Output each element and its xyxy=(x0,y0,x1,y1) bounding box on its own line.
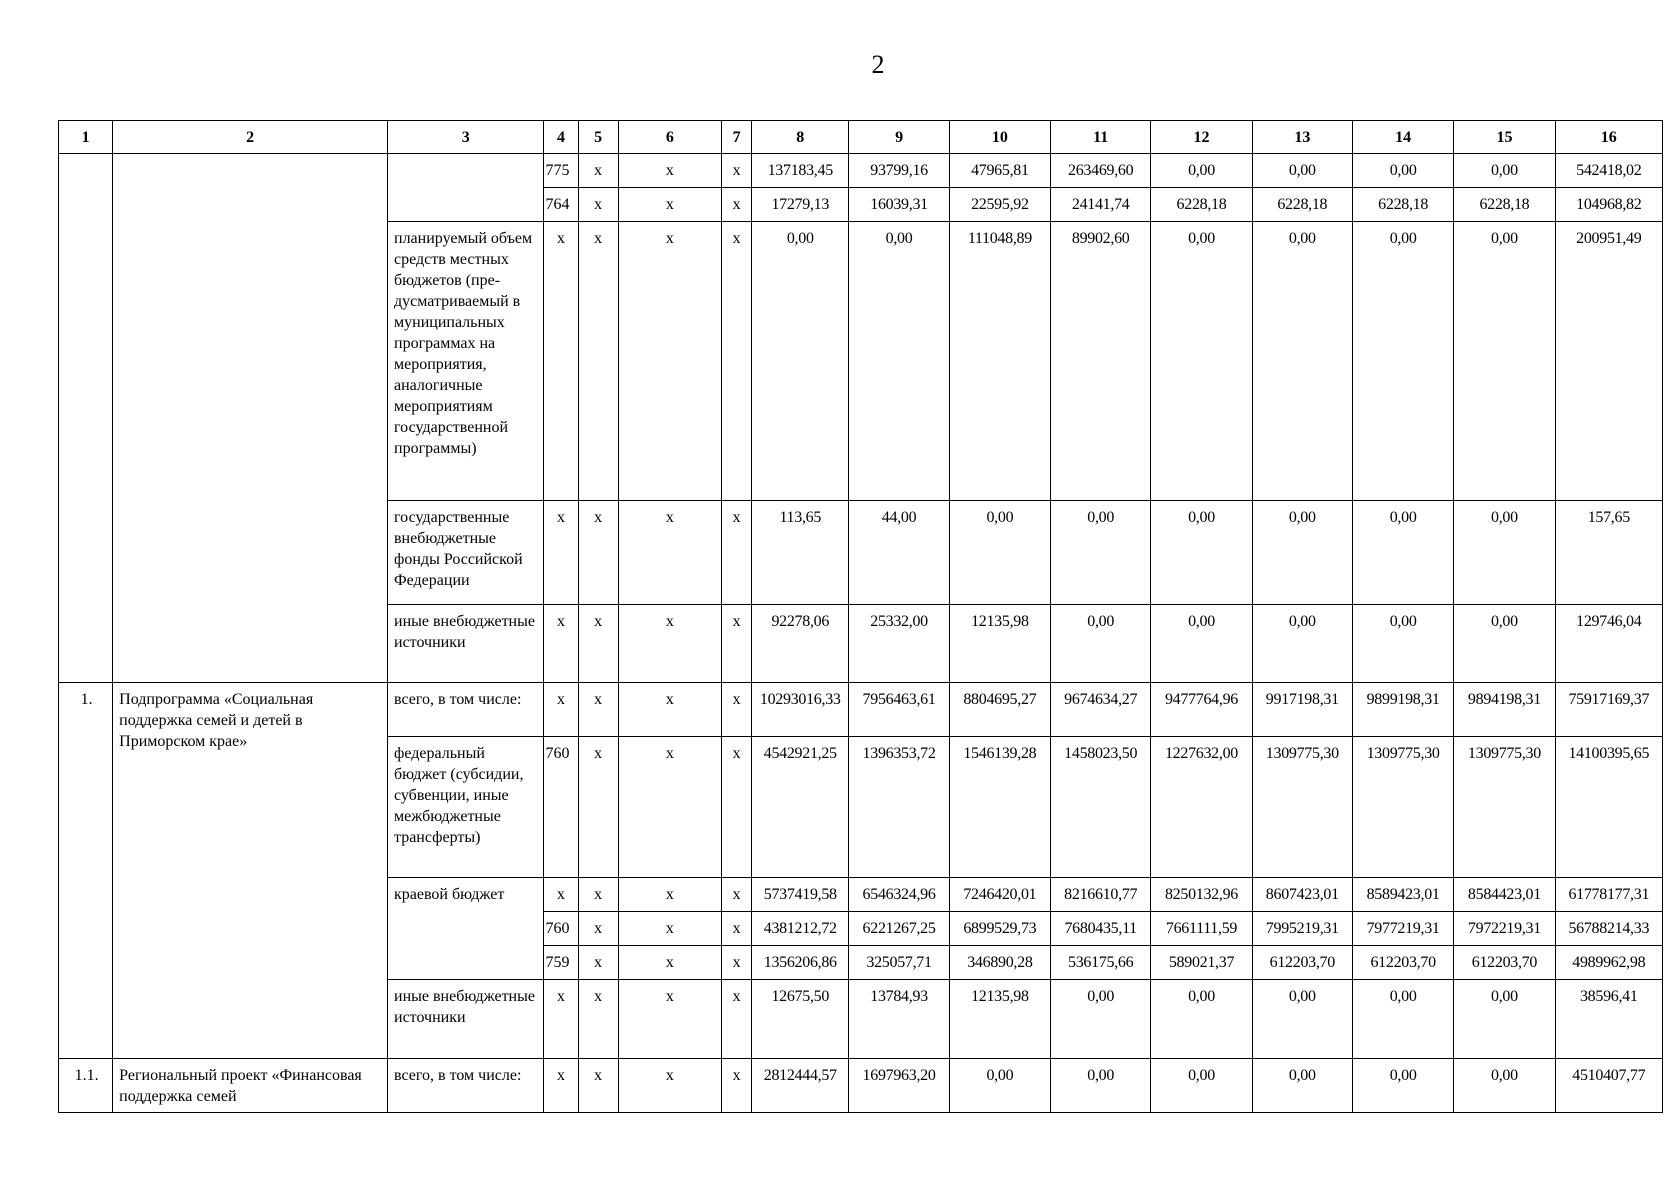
program-name-cell: Подпрограмма «Социальная поддержка семей и детей в Приморском крае» xyxy=(113,683,388,1059)
row-number-cell xyxy=(59,154,113,683)
x-cell: x xyxy=(618,222,721,501)
x-cell: x xyxy=(544,1059,578,1113)
value-cell: 104968,82 xyxy=(1555,188,1662,222)
header-row xyxy=(59,121,1663,154)
header-cell: 12 xyxy=(1151,121,1252,154)
value-cell: 0,00 xyxy=(1151,154,1252,188)
x-cell: x xyxy=(578,154,618,188)
value-cell: 93799,16 xyxy=(849,154,949,188)
header-cell: 4 xyxy=(544,121,578,154)
value-cell: 9917198,31 xyxy=(1252,683,1352,737)
value-cell: 47965,81 xyxy=(949,154,1050,188)
value-cell: 542418,02 xyxy=(1555,154,1662,188)
value-cell: 1309775,30 xyxy=(1454,737,1555,878)
value-cell: 0,00 xyxy=(1454,980,1555,1059)
value-cell: 2812444,57 xyxy=(752,1059,849,1113)
value-cell: 0,00 xyxy=(1252,980,1352,1059)
x-cell: x xyxy=(618,737,721,878)
value-cell: 7956463,61 xyxy=(849,683,949,737)
value-cell: 129746,04 xyxy=(1555,605,1662,683)
code-cell: 760 xyxy=(544,912,578,946)
header-cell: 5 xyxy=(578,121,618,154)
value-cell: 0,00 xyxy=(1252,222,1352,501)
source-cell: иные внебюджетные источники xyxy=(388,605,544,683)
value-cell: 7977219,31 xyxy=(1352,912,1453,946)
value-cell: 0,00 xyxy=(1151,605,1252,683)
row-number-cell: 1. xyxy=(59,683,113,1059)
header-cell: 7 xyxy=(722,121,752,154)
value-cell: 1697963,20 xyxy=(849,1059,949,1113)
program-name-cell xyxy=(113,154,388,683)
x-cell: x xyxy=(544,878,578,912)
x-cell: x xyxy=(578,878,618,912)
source-cell xyxy=(388,154,544,222)
x-cell: x xyxy=(722,737,752,878)
value-cell: 6228,18 xyxy=(1352,188,1453,222)
x-cell: x xyxy=(578,1059,618,1113)
value-cell: 1309775,30 xyxy=(1252,737,1352,878)
value-cell: 0,00 xyxy=(752,222,849,501)
header-cell: 8 xyxy=(752,121,849,154)
x-cell: x xyxy=(722,188,752,222)
value-cell: 6228,18 xyxy=(1252,188,1352,222)
x-cell: x xyxy=(544,605,578,683)
source-cell: всего, в том числе: xyxy=(388,683,544,737)
header-cell: 13 xyxy=(1252,121,1352,154)
x-cell: x xyxy=(618,878,721,912)
x-cell: x xyxy=(618,683,721,737)
source-cell: иные внебюджетные источники xyxy=(388,980,544,1059)
value-cell: 0,00 xyxy=(1352,154,1453,188)
value-cell: 44,00 xyxy=(849,501,949,605)
value-cell: 9477764,96 xyxy=(1151,683,1252,737)
x-cell: x xyxy=(722,501,752,605)
value-cell: 61778177,31 xyxy=(1555,878,1662,912)
value-cell: 612203,70 xyxy=(1352,946,1453,980)
value-cell: 5737419,58 xyxy=(752,878,849,912)
value-cell: 0,00 xyxy=(1151,1059,1252,1113)
x-cell: x xyxy=(544,980,578,1059)
value-cell: 0,00 xyxy=(1454,1059,1555,1113)
value-cell: 89902,60 xyxy=(1051,222,1151,501)
value-cell: 0,00 xyxy=(849,222,949,501)
value-cell: 612203,70 xyxy=(1252,946,1352,980)
value-cell: 0,00 xyxy=(1454,154,1555,188)
value-cell: 6546324,96 xyxy=(849,878,949,912)
value-cell: 325057,71 xyxy=(849,946,949,980)
source-cell: федеральный бюджет (субсидии, субвенции, иные межбюджетные трансферты) xyxy=(388,737,544,878)
header-cell: 2 xyxy=(113,121,388,154)
value-cell: 7246420,01 xyxy=(949,878,1050,912)
value-cell: 0,00 xyxy=(1454,501,1555,605)
x-cell: x xyxy=(722,605,752,683)
value-cell: 25332,00 xyxy=(849,605,949,683)
x-cell: x xyxy=(578,188,618,222)
header-cell: 10 xyxy=(949,121,1050,154)
value-cell: 589021,37 xyxy=(1151,946,1252,980)
value-cell: 0,00 xyxy=(1352,605,1453,683)
value-cell: 92278,06 xyxy=(752,605,849,683)
value-cell: 1227632,00 xyxy=(1151,737,1252,878)
x-cell: x xyxy=(722,222,752,501)
table-row xyxy=(59,683,1663,737)
x-cell: x xyxy=(722,912,752,946)
value-cell: 1396353,72 xyxy=(849,737,949,878)
x-cell: x xyxy=(578,222,618,501)
value-cell: 6228,18 xyxy=(1151,188,1252,222)
value-cell: 56788214,33 xyxy=(1555,912,1662,946)
value-cell: 0,00 xyxy=(1051,605,1151,683)
header-cell: 11 xyxy=(1051,121,1151,154)
value-cell: 16039,31 xyxy=(849,188,949,222)
value-cell: 1458023,50 xyxy=(1051,737,1151,878)
x-cell: x xyxy=(722,878,752,912)
value-cell: 4381212,72 xyxy=(752,912,849,946)
value-cell: 7972219,31 xyxy=(1454,912,1555,946)
value-cell: 7680435,11 xyxy=(1051,912,1151,946)
value-cell: 6221267,25 xyxy=(849,912,949,946)
code-cell: 775 xyxy=(544,154,578,188)
value-cell: 9674634,27 xyxy=(1051,683,1151,737)
value-cell: 1356206,86 xyxy=(752,946,849,980)
header-cell: 14 xyxy=(1352,121,1453,154)
value-cell: 113,65 xyxy=(752,501,849,605)
value-cell: 0,00 xyxy=(1051,1059,1151,1113)
value-cell: 0,00 xyxy=(1352,501,1453,605)
value-cell: 7995219,31 xyxy=(1252,912,1352,946)
code-cell: 764 xyxy=(544,188,578,222)
value-cell: 75917169,37 xyxy=(1555,683,1662,737)
x-cell: x xyxy=(578,501,618,605)
value-cell: 0,00 xyxy=(1151,980,1252,1059)
source-cell: всего, в том числе: xyxy=(388,1059,544,1113)
code-cell: 759 xyxy=(544,946,578,980)
value-cell: 8607423,01 xyxy=(1252,878,1352,912)
x-cell: x xyxy=(578,946,618,980)
value-cell: 0,00 xyxy=(949,501,1050,605)
value-cell: 8804695,27 xyxy=(949,683,1050,737)
value-cell: 6228,18 xyxy=(1454,188,1555,222)
value-cell: 10293016,33 xyxy=(752,683,849,737)
value-cell: 0,00 xyxy=(1051,501,1151,605)
header-cell: 9 xyxy=(849,121,949,154)
x-cell: x xyxy=(618,605,721,683)
value-cell: 0,00 xyxy=(1252,154,1352,188)
header-cell: 6 xyxy=(618,121,721,154)
x-cell: x xyxy=(722,946,752,980)
value-cell: 0,00 xyxy=(1454,222,1555,501)
budget-table xyxy=(58,120,1663,1113)
value-cell: 4989962,98 xyxy=(1555,946,1662,980)
value-cell: 263469,60 xyxy=(1051,154,1151,188)
value-cell: 8589423,01 xyxy=(1352,878,1453,912)
x-cell: x xyxy=(578,683,618,737)
value-cell: 0,00 xyxy=(1252,605,1352,683)
source-cell: краевой бюджет xyxy=(388,878,544,980)
source-cell: планируемый объем средств местных бюджетов (пре-дусматриваемый в муниципальных программах на мероприятия, аналогичные мероприятиям государственной программы) xyxy=(388,222,544,501)
x-cell: x xyxy=(618,980,721,1059)
table-row xyxy=(59,1059,1663,1113)
value-cell: 8584423,01 xyxy=(1454,878,1555,912)
value-cell: 12675,50 xyxy=(752,980,849,1059)
value-cell: 346890,28 xyxy=(949,946,1050,980)
value-cell: 17279,13 xyxy=(752,188,849,222)
row-number-cell: 1.1. xyxy=(59,1059,113,1113)
x-cell: x xyxy=(544,501,578,605)
value-cell: 0,00 xyxy=(949,1059,1050,1113)
value-cell: 0,00 xyxy=(1352,980,1453,1059)
header-cell: 16 xyxy=(1555,121,1662,154)
value-cell: 0,00 xyxy=(1252,1059,1352,1113)
value-cell: 1309775,30 xyxy=(1352,737,1453,878)
value-cell: 14100395,65 xyxy=(1555,737,1662,878)
value-cell: 0,00 xyxy=(1151,501,1252,605)
value-cell: 0,00 xyxy=(1252,501,1352,605)
x-cell: x xyxy=(618,1059,721,1113)
value-cell: 12135,98 xyxy=(949,605,1050,683)
value-cell: 12135,98 xyxy=(949,980,1050,1059)
value-cell: 8250132,96 xyxy=(1151,878,1252,912)
value-cell: 38596,41 xyxy=(1555,980,1662,1059)
x-cell: x xyxy=(578,912,618,946)
x-cell: x xyxy=(722,154,752,188)
value-cell: 0,00 xyxy=(1352,1059,1453,1113)
value-cell: 4542921,25 xyxy=(752,737,849,878)
source-cell: государственные внебюджетные фонды Российской Федерации xyxy=(388,501,544,605)
x-cell: x xyxy=(618,188,721,222)
value-cell: 1546139,28 xyxy=(949,737,1050,878)
value-cell: 111048,89 xyxy=(949,222,1050,501)
code-cell: 760 xyxy=(544,737,578,878)
x-cell: x xyxy=(618,501,721,605)
value-cell: 0,00 xyxy=(1151,222,1252,501)
value-cell: 0,00 xyxy=(1352,222,1453,501)
x-cell: x xyxy=(618,912,721,946)
value-cell: 157,65 xyxy=(1555,501,1662,605)
x-cell: x xyxy=(544,683,578,737)
value-cell: 0,00 xyxy=(1051,980,1151,1059)
value-cell: 8216610,77 xyxy=(1051,878,1151,912)
x-cell: x xyxy=(722,980,752,1059)
value-cell: 9894198,31 xyxy=(1454,683,1555,737)
x-cell: x xyxy=(722,1059,752,1113)
program-name-cell: Региональный проект «Финансовая поддержка семей xyxy=(113,1059,388,1113)
x-cell: x xyxy=(544,222,578,501)
value-cell: 24141,74 xyxy=(1051,188,1151,222)
value-cell: 7661111,59 xyxy=(1151,912,1252,946)
value-cell: 612203,70 xyxy=(1454,946,1555,980)
value-cell: 22595,92 xyxy=(949,188,1050,222)
header-cell: 1 xyxy=(59,121,113,154)
header-cell: 3 xyxy=(388,121,544,154)
value-cell: 4510407,77 xyxy=(1555,1059,1662,1113)
value-cell: 9899198,31 xyxy=(1352,683,1453,737)
value-cell: 0,00 xyxy=(1454,605,1555,683)
x-cell: x xyxy=(578,605,618,683)
value-cell: 13784,93 xyxy=(849,980,949,1059)
value-cell: 137183,45 xyxy=(752,154,849,188)
page-number: 2 xyxy=(871,50,885,79)
value-cell: 536175,66 xyxy=(1051,946,1151,980)
value-cell: 6899529,73 xyxy=(949,912,1050,946)
x-cell: x xyxy=(618,946,721,980)
x-cell: x xyxy=(578,980,618,1059)
header-cell: 15 xyxy=(1454,121,1555,154)
x-cell: x xyxy=(578,737,618,878)
x-cell: x xyxy=(722,683,752,737)
x-cell: x xyxy=(618,154,721,188)
table-row xyxy=(59,154,1663,188)
value-cell: 200951,49 xyxy=(1555,222,1662,501)
